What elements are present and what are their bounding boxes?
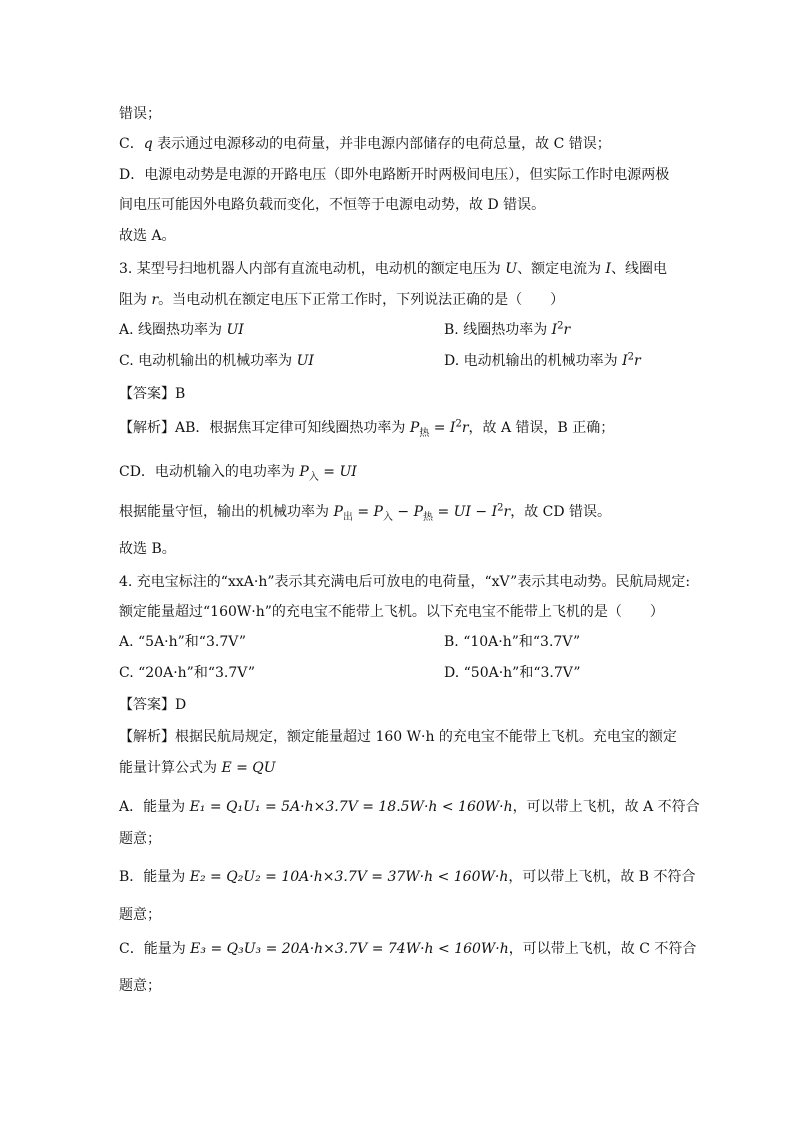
question-4-option-d: D. “50A·h”和“3.7V” <box>444 665 581 681</box>
question-4-analysis-b: B．能量为 E₂ = Q₂U₂ = 10A·h×3.7V = 37W·h < 160W·h，可以带上飞机，故 B 不符合 <box>119 869 696 885</box>
option-d-explanation-cont: 间电压可能因外电路负载而变化，不恒等于电源电动势，故 D 错误。 <box>119 197 546 213</box>
question-3-analysis-ab: 【解析】AB．根据焦耳定律可知线圈热功率为 $P_热 = I^2r$，故 A 错误，B 正确； <box>119 418 615 439</box>
question-4-analysis-c-cont: 题意； <box>119 978 161 994</box>
question-4-analysis-a: A．能量为 E₁ = Q₁U₁ = 5A·h×3.7V = 18.5W·h < 160W·h，可以带上飞机，故 A 不符合 <box>119 799 700 815</box>
text-line: 错误； <box>119 106 161 122</box>
answer-choice: 故选 A。 <box>119 228 176 244</box>
question-4-stem-cont: 额定能量超过“160W·h”的充电宝不能带上飞机。以下充电宝不能带上飞机的是（ ） <box>119 604 664 620</box>
question-4-analysis-formula: 能量计算公式为 E = QU <box>119 760 276 776</box>
question-3-stem: 3. 某型号扫地机器人内部有直流电动机，电动机的额定电压为 U、额定电流为 I、线圈电 <box>119 261 668 277</box>
option-d-explanation: D．电源电动势是电源的开路电压（即外电路断开时两极间电压），但实际工作时电源两极 <box>119 167 670 183</box>
question-4-stem: 4. 充电宝标注的“xxA·h”表示其充满电后可放电的电荷量，“xV”表示其电动势。民航局规定: <box>119 574 691 590</box>
question-3-analysis-cd: CD．电动机输入的电功率为 $P_入$ = UI <box>119 464 357 483</box>
question-3-option-c: C. 电动机输出的机械功率为 UI <box>119 353 314 369</box>
question-4-option-b: B. “10A·h”和“3.7V” <box>444 634 581 650</box>
question-4-option-c: C. “20A·h”和“3.7V” <box>119 665 256 681</box>
question-3-option-d: D. 电动机输出的机械功率为 $I^2r$ <box>444 351 641 369</box>
question-3-option-a: A. 线圈热功率为 UI <box>119 322 244 338</box>
question-3-analysis-energy: 根据能量守恒，输出的机械功率为 $P_出 = P_入 - P_热$ = UI − $I^2r$，故 CD 错误。 <box>119 502 612 523</box>
option-c-explanation: C．q 表示通过电源移动的电荷量，并非电源内部储存的电荷总量，故 C 错误； <box>119 136 611 152</box>
question-4-answer: 【答案】D <box>119 697 187 713</box>
question-4-analysis-c: C．能量为 E₃ = Q₃U₃ = 20A·h×3.7V = 74W·h < 160W·h，可以带上飞机，故 C 不符合 <box>119 941 697 957</box>
question-4-analysis: 【解析】根据民航局规定，额定能量超过 160 W·h 的充电宝不能带上飞机。充电宝的额定 <box>119 729 677 745</box>
question-3-stem-cont: 阻为 r。当电动机在额定电压下正常工作时，下列说法正确的是（ ） <box>119 292 565 308</box>
question-3-option-b: B. 线圈热功率为 $I^2r$ <box>444 320 571 338</box>
question-3-choice: 故选 B。 <box>119 541 176 557</box>
question-3-answer: 【答案】B <box>119 386 186 402</box>
question-4-analysis-b-cont: 题意； <box>119 907 161 923</box>
question-4-option-a: A. “5A·h”和“3.7V” <box>119 634 247 650</box>
question-4-analysis-a-cont: 题意； <box>119 831 161 847</box>
